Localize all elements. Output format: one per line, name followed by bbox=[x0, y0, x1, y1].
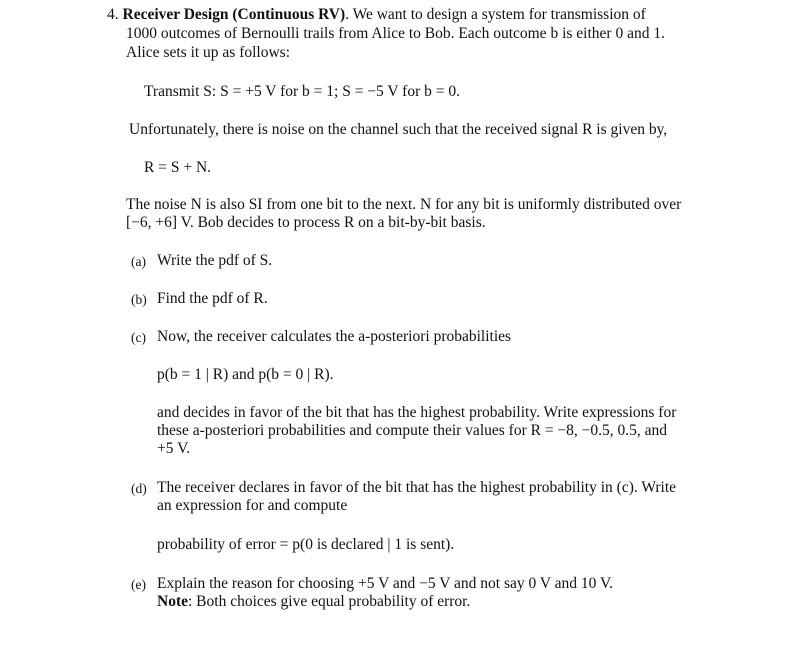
part-a-text: Write the pdf of S. bbox=[157, 252, 273, 269]
intro-line-2: 1000 outcomes of Bernoulli trails from Alice to Bob. Each outcome b is either 0 and 1. bbox=[126, 25, 665, 42]
part-c-text: Now, the receiver calculates the a-posteriori probabilities bbox=[157, 328, 512, 345]
note-text: : Both choices give equal probability of error. bbox=[188, 593, 471, 610]
part-c-line-3: +5 V. bbox=[157, 440, 191, 457]
part-e-marker: (e) bbox=[131, 577, 146, 592]
noise-statement: Unfortunately, there is noise on the channel such that the received signal R is given by, bbox=[129, 121, 668, 138]
part-c-line-1: and decides in favor of the bit that has the highest probability. Write expressions for bbox=[157, 404, 677, 421]
intro-line-1: . We want to design a system for transmission of bbox=[345, 6, 646, 23]
part-c-formula: p(b = 1 | R) and p(b = 0 | R). bbox=[157, 366, 334, 383]
part-c-marker: (c) bbox=[131, 330, 146, 345]
part-e-text: Explain the reason for choosing +5 V and −5 V and not say 0 V and 10 V. bbox=[157, 575, 614, 592]
problem-header bbox=[107, 6, 725, 24]
part-d-marker: (d) bbox=[131, 481, 147, 496]
problem-number: 4. bbox=[107, 6, 119, 23]
noise-line-2: [−6, +6] V. Bob decides to process R on a bit-by-bit basis. bbox=[126, 214, 486, 231]
part-b-marker: (b) bbox=[131, 292, 147, 307]
part-d-line-2: an expression for and compute bbox=[157, 497, 348, 514]
problem-title: Receiver Design (Continuous RV) bbox=[122, 6, 346, 23]
part-d-line-1: The receiver declares in favor of the bit that has the highest probability in (c). Write bbox=[157, 479, 677, 496]
note-label: Note bbox=[157, 593, 188, 610]
transmit-rule: Transmit S: S = +5 V for b = 1; S = −5 V for b = 0. bbox=[144, 83, 461, 100]
received-equation: R = S + N. bbox=[144, 159, 212, 176]
part-d-formula: probability of error = p(0 is declared | 1 is sent). bbox=[157, 536, 455, 553]
noise-line-1: The noise N is also SI from one bit to the next. N for any bit is uniformly distributed over bbox=[126, 196, 682, 213]
part-b-text: Find the pdf of R. bbox=[157, 290, 268, 307]
part-c-line-2: these a-posteriori probabilities and compute their values for R = −8, −0.5, 0.5, and bbox=[157, 422, 668, 439]
intro-line-3: Alice sets it up as follows: bbox=[126, 44, 291, 61]
part-e-note bbox=[157, 593, 470, 611]
part-a-marker: (a) bbox=[131, 254, 146, 269]
